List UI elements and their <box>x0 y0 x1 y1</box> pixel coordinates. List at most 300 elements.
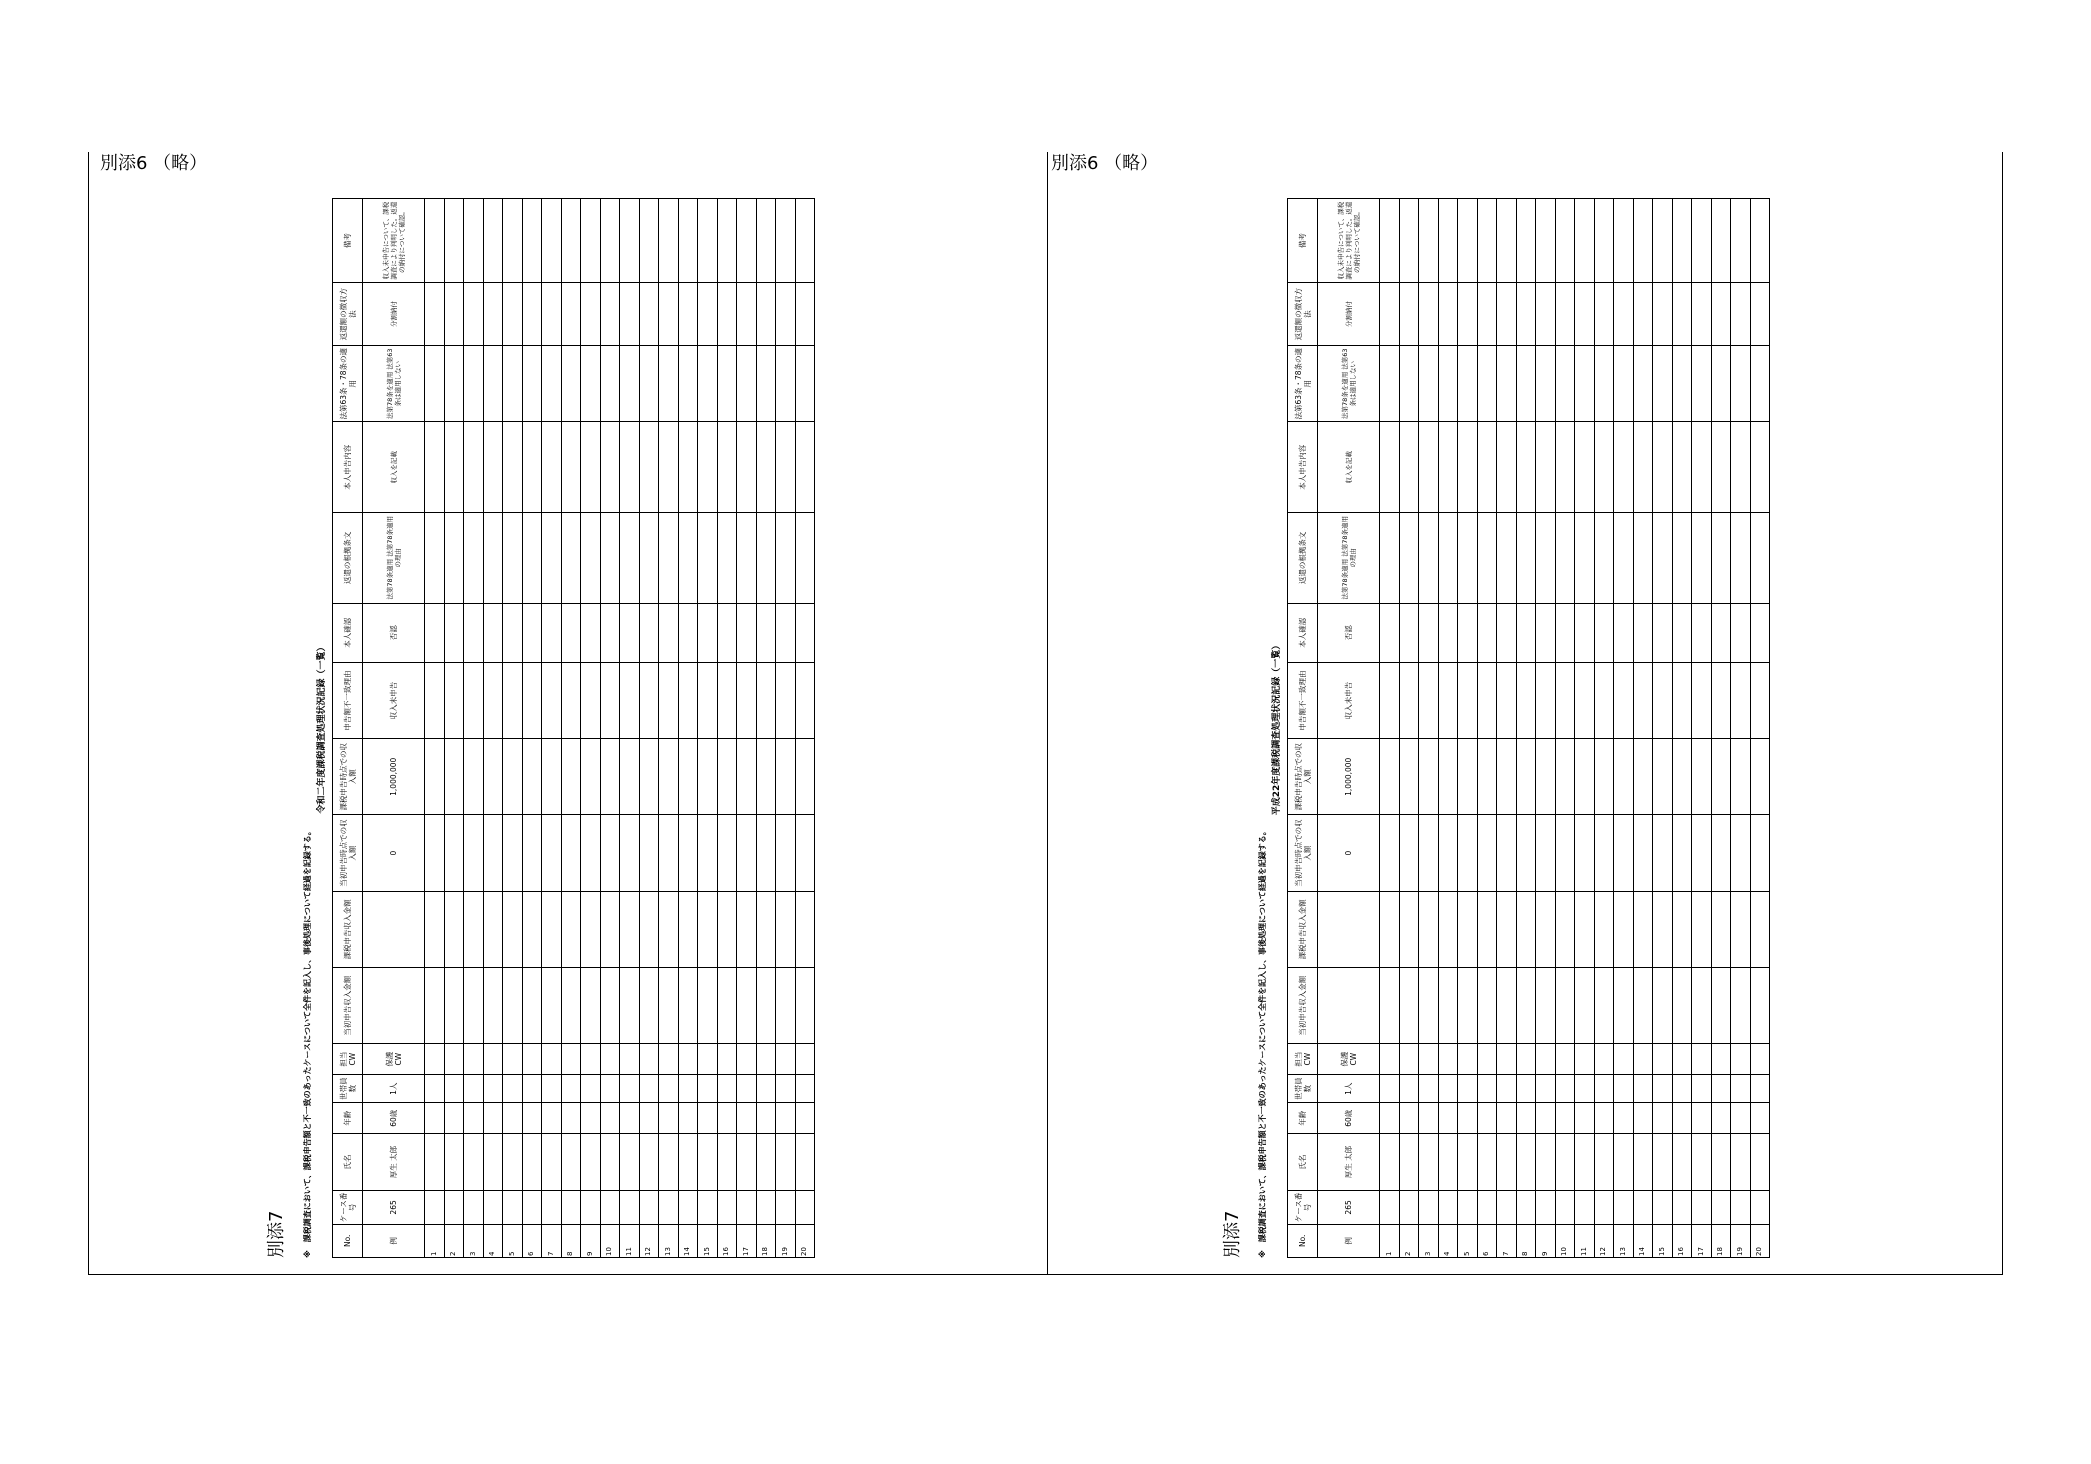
table-row <box>620 199 640 1258</box>
empty-cell <box>1594 283 1614 346</box>
empty-cell <box>444 283 464 346</box>
empty-cell <box>561 346 581 422</box>
empty-cell <box>678 815 698 891</box>
empty-cell <box>1438 513 1458 604</box>
empty-cell <box>1653 662 1673 738</box>
empty-cell <box>1477 513 1497 604</box>
empty-cell <box>1497 283 1517 346</box>
empty-cell <box>1672 603 1692 662</box>
empty-cell <box>1419 513 1439 604</box>
empty-cell <box>1380 968 1400 1044</box>
example-cell: 0 <box>363 815 425 891</box>
empty-cell <box>795 815 815 891</box>
empty-cell <box>1458 968 1478 1044</box>
empty-cell <box>698 283 718 346</box>
empty-cell <box>795 346 815 422</box>
empty-cell <box>542 662 562 738</box>
empty-cell <box>1614 199 1634 283</box>
empty-cell <box>464 1044 484 1075</box>
empty-cell <box>1497 1074 1517 1103</box>
empty-cell <box>503 346 523 422</box>
empty-cell <box>1477 739 1497 815</box>
empty-cell <box>620 283 640 346</box>
empty-cell <box>1497 603 1517 662</box>
empty-cell <box>542 199 562 283</box>
empty-cell <box>561 603 581 662</box>
empty-cell <box>620 1044 640 1075</box>
empty-cell <box>1692 968 1712 1044</box>
empty-cell <box>542 1191 562 1224</box>
empty-cell <box>1555 283 1575 346</box>
row-number: 4 <box>1438 1224 1458 1257</box>
column-header: 課税申告収入金額 <box>1288 891 1318 967</box>
row-number: 13 <box>1614 1224 1634 1257</box>
empty-cell <box>522 815 542 891</box>
empty-cell <box>522 1133 542 1190</box>
table-row <box>1731 199 1751 1258</box>
column-header: 備考 <box>1288 199 1318 283</box>
form-title: 平成22年度課税調査処理状況記録（一覧） <box>1272 640 1282 816</box>
empty-cell <box>522 891 542 967</box>
example-cell: 60歳 <box>1318 1103 1380 1134</box>
empty-cell <box>1477 662 1497 738</box>
empty-cell <box>1419 739 1439 815</box>
empty-cell <box>678 422 698 513</box>
empty-cell <box>1399 1074 1419 1103</box>
empty-cell <box>678 968 698 1044</box>
column-header: 法第63条・78条の適用 <box>1288 346 1318 422</box>
example-row <box>1318 199 1380 1258</box>
empty-cell <box>464 1103 484 1134</box>
empty-cell <box>503 513 523 604</box>
empty-cell <box>483 1191 503 1224</box>
table-row <box>483 199 503 1258</box>
empty-cell <box>1458 662 1478 738</box>
empty-cell <box>1438 1133 1458 1190</box>
empty-cell <box>776 891 796 967</box>
empty-cell <box>581 1191 601 1224</box>
column-header: 本人確認 <box>333 603 363 662</box>
empty-cell <box>795 283 815 346</box>
empty-cell <box>522 739 542 815</box>
empty-cell <box>503 815 523 891</box>
empty-cell <box>444 968 464 1044</box>
empty-cell <box>1731 739 1751 815</box>
table-row <box>1497 199 1517 1258</box>
empty-cell <box>425 739 445 815</box>
empty-cell <box>483 739 503 815</box>
empty-cell <box>1458 422 1478 513</box>
table-row <box>444 199 464 1258</box>
empty-cell <box>795 968 815 1044</box>
empty-cell <box>1380 1191 1400 1224</box>
empty-cell <box>1653 603 1673 662</box>
empty-cell <box>698 1074 718 1103</box>
example-cell: 収入未申告について、課税調査により判明した。返還の納付について確認。 <box>363 199 425 283</box>
empty-cell <box>1419 199 1439 283</box>
empty-cell <box>1399 968 1419 1044</box>
empty-cell <box>1380 739 1400 815</box>
empty-cell <box>581 968 601 1044</box>
left-form <box>302 198 814 1258</box>
empty-cell <box>698 739 718 815</box>
empty-cell <box>1614 1044 1634 1075</box>
empty-cell <box>542 513 562 604</box>
empty-cell <box>1458 603 1478 662</box>
empty-cell <box>1672 662 1692 738</box>
column-header: No. <box>333 1224 363 1257</box>
empty-cell <box>561 891 581 967</box>
row-number: 12 <box>639 1224 659 1257</box>
right-annex7-label: 別添7 <box>1222 1210 1243 1258</box>
empty-cell <box>600 815 620 891</box>
empty-cell <box>1731 1074 1751 1103</box>
empty-cell <box>620 891 640 967</box>
empty-cell <box>698 968 718 1044</box>
empty-cell <box>1477 1191 1497 1224</box>
form-title: 令和二年度課税調査処理状況記録（一覧） <box>317 642 327 814</box>
empty-cell <box>581 815 601 891</box>
right-annex6-label: 別添6 （略） <box>1051 153 1159 174</box>
empty-cell <box>1614 283 1634 346</box>
empty-cell <box>1731 1103 1751 1134</box>
row-number: 5 <box>503 1224 523 1257</box>
column-header: 当初申告時点での収入額 <box>1288 815 1318 891</box>
empty-cell <box>522 422 542 513</box>
empty-cell <box>620 422 640 513</box>
empty-cell <box>620 662 640 738</box>
empty-cell <box>444 662 464 738</box>
empty-cell <box>425 199 445 283</box>
empty-cell <box>776 815 796 891</box>
empty-cell <box>1575 1074 1595 1103</box>
empty-cell <box>1614 1103 1634 1134</box>
column-header: 当初申告収入金額 <box>333 968 363 1044</box>
empty-cell <box>1692 739 1712 815</box>
empty-cell <box>444 422 464 513</box>
empty-cell <box>1750 603 1770 662</box>
empty-cell <box>639 891 659 967</box>
empty-cell <box>1536 422 1556 513</box>
empty-cell <box>1536 283 1556 346</box>
empty-cell <box>1750 346 1770 422</box>
empty-cell <box>678 891 698 967</box>
empty-cell <box>425 815 445 891</box>
empty-cell <box>464 1133 484 1190</box>
empty-cell <box>620 346 640 422</box>
row-number: 10 <box>600 1224 620 1257</box>
empty-cell <box>1711 603 1731 662</box>
empty-cell <box>1653 1133 1673 1190</box>
empty-cell <box>1672 739 1692 815</box>
empty-cell <box>444 346 464 422</box>
empty-cell <box>483 662 503 738</box>
empty-cell <box>542 1133 562 1190</box>
empty-cell <box>425 1103 445 1134</box>
row-number: 8 <box>561 1224 581 1257</box>
empty-cell <box>1672 815 1692 891</box>
empty-cell <box>1458 739 1478 815</box>
empty-cell <box>776 1074 796 1103</box>
empty-cell <box>620 1103 640 1134</box>
empty-cell <box>620 815 640 891</box>
example-cell: 1,000,000 <box>363 739 425 815</box>
empty-cell <box>1516 1191 1536 1224</box>
empty-cell <box>542 891 562 967</box>
empty-cell <box>1555 1044 1575 1075</box>
empty-cell <box>542 603 562 662</box>
empty-cell <box>561 1133 581 1190</box>
empty-cell <box>776 422 796 513</box>
empty-cell <box>503 891 523 967</box>
empty-cell <box>1438 968 1458 1044</box>
empty-cell <box>1555 1133 1575 1190</box>
empty-cell <box>1692 1074 1712 1103</box>
empty-cell <box>425 662 445 738</box>
empty-cell <box>717 603 737 662</box>
empty-cell <box>1653 815 1673 891</box>
example-cell: 265 <box>363 1191 425 1224</box>
empty-cell <box>1380 346 1400 422</box>
column-header: 世帯員数 <box>1288 1074 1318 1103</box>
empty-cell <box>561 1191 581 1224</box>
empty-cell <box>776 283 796 346</box>
empty-cell <box>795 1103 815 1134</box>
empty-cell <box>1711 662 1731 738</box>
empty-cell <box>503 283 523 346</box>
empty-cell <box>1692 283 1712 346</box>
empty-cell <box>1614 815 1634 891</box>
empty-cell <box>1750 662 1770 738</box>
empty-cell <box>1419 1044 1439 1075</box>
empty-cell <box>659 662 679 738</box>
empty-cell <box>1497 968 1517 1044</box>
empty-cell <box>1458 1133 1478 1190</box>
empty-cell <box>620 603 640 662</box>
empty-cell <box>1672 422 1692 513</box>
empty-cell <box>522 199 542 283</box>
empty-cell <box>795 603 815 662</box>
empty-cell <box>620 1133 640 1190</box>
empty-cell <box>756 346 776 422</box>
row-number: 18 <box>1711 1224 1731 1257</box>
empty-cell <box>600 603 620 662</box>
empty-cell <box>678 1074 698 1103</box>
empty-cell <box>444 1191 464 1224</box>
row-number: 7 <box>1497 1224 1517 1257</box>
empty-cell <box>717 739 737 815</box>
empty-cell <box>1516 815 1536 891</box>
empty-cell <box>464 422 484 513</box>
empty-cell <box>776 199 796 283</box>
empty-cell <box>1575 422 1595 513</box>
empty-cell <box>425 891 445 967</box>
empty-cell <box>600 891 620 967</box>
row-number: 15 <box>698 1224 718 1257</box>
empty-cell <box>464 891 484 967</box>
example-cell: 収入を記載 <box>1318 422 1380 513</box>
empty-cell <box>659 1074 679 1103</box>
empty-cell <box>698 815 718 891</box>
empty-cell <box>659 1133 679 1190</box>
empty-cell <box>444 891 464 967</box>
empty-cell <box>1594 739 1614 815</box>
empty-cell <box>1497 422 1517 513</box>
empty-cell <box>795 891 815 967</box>
empty-cell <box>756 1074 776 1103</box>
empty-cell <box>503 1044 523 1075</box>
empty-cell <box>1731 662 1751 738</box>
row-number: 5 <box>1458 1224 1478 1257</box>
empty-cell <box>483 422 503 513</box>
empty-cell <box>659 283 679 346</box>
empty-cell <box>1536 739 1556 815</box>
empty-cell <box>1458 815 1478 891</box>
empty-cell <box>620 739 640 815</box>
empty-cell <box>1419 346 1439 422</box>
empty-cell <box>1516 199 1536 283</box>
empty-cell <box>1575 1103 1595 1134</box>
row-number: 2 <box>444 1224 464 1257</box>
record-table <box>332 198 815 1258</box>
empty-cell <box>1633 1044 1653 1075</box>
empty-cell <box>600 513 620 604</box>
empty-cell <box>483 346 503 422</box>
empty-cell <box>542 739 562 815</box>
form-note: ※ 課税調査において、課税申告額と不一致のあったケースについて全件を記入し、事後処理について経過を記録する。 <box>303 827 312 1258</box>
row-number: 13 <box>659 1224 679 1257</box>
empty-cell <box>639 513 659 604</box>
empty-cell <box>1399 422 1419 513</box>
empty-cell <box>698 1103 718 1134</box>
empty-cell <box>561 1074 581 1103</box>
empty-cell <box>1458 1191 1478 1224</box>
empty-cell <box>503 662 523 738</box>
empty-cell <box>1653 513 1673 604</box>
empty-cell <box>1614 1191 1634 1224</box>
empty-cell <box>1399 283 1419 346</box>
row-number: 11 <box>1575 1224 1595 1257</box>
empty-cell <box>542 283 562 346</box>
empty-cell <box>1731 1133 1751 1190</box>
empty-cell <box>503 1074 523 1103</box>
empty-cell <box>600 739 620 815</box>
empty-cell <box>1536 1074 1556 1103</box>
empty-cell <box>776 1103 796 1134</box>
column-header: 返還の根拠条文 <box>1288 513 1318 604</box>
empty-cell <box>600 1103 620 1134</box>
empty-cell <box>1419 1074 1439 1103</box>
empty-cell <box>639 1191 659 1224</box>
empty-cell <box>756 1191 776 1224</box>
empty-cell <box>483 1103 503 1134</box>
empty-cell <box>444 1133 464 1190</box>
table-row <box>1458 199 1478 1258</box>
empty-cell <box>1555 891 1575 967</box>
empty-cell <box>678 199 698 283</box>
empty-cell <box>522 1103 542 1134</box>
empty-cell <box>678 283 698 346</box>
empty-cell <box>600 346 620 422</box>
empty-cell <box>717 1044 737 1075</box>
row-number: 16 <box>1672 1224 1692 1257</box>
empty-cell <box>1516 283 1536 346</box>
empty-cell <box>678 1191 698 1224</box>
empty-cell <box>1536 1103 1556 1134</box>
row-number: 16 <box>717 1224 737 1257</box>
empty-cell <box>1731 199 1751 283</box>
empty-cell <box>717 1103 737 1134</box>
column-header: 本人申告内容 <box>333 422 363 513</box>
empty-cell <box>1672 1074 1692 1103</box>
empty-cell <box>639 283 659 346</box>
table-row <box>1419 199 1439 1258</box>
empty-cell <box>1653 199 1673 283</box>
empty-cell <box>620 1191 640 1224</box>
column-header: 返還額の徴収方法 <box>1288 283 1318 346</box>
empty-cell <box>639 1133 659 1190</box>
empty-cell <box>776 662 796 738</box>
empty-cell <box>1633 199 1653 283</box>
empty-cell <box>464 513 484 604</box>
empty-cell <box>1711 513 1731 604</box>
empty-cell <box>659 1103 679 1134</box>
column-header: 年齢 <box>333 1103 363 1134</box>
empty-cell <box>1458 1074 1478 1103</box>
empty-cell <box>698 1191 718 1224</box>
example-cell: 否認 <box>1318 603 1380 662</box>
empty-cell <box>795 1044 815 1075</box>
empty-cell <box>737 603 757 662</box>
empty-cell <box>1399 603 1419 662</box>
empty-cell <box>561 739 581 815</box>
empty-cell <box>1750 1103 1770 1134</box>
empty-cell <box>639 662 659 738</box>
table-row <box>1516 199 1536 1258</box>
table-row <box>659 199 679 1258</box>
empty-cell <box>1477 1074 1497 1103</box>
empty-cell <box>1438 1103 1458 1134</box>
empty-cell <box>795 739 815 815</box>
empty-cell <box>1438 891 1458 967</box>
empty-cell <box>561 662 581 738</box>
empty-cell <box>581 891 601 967</box>
table-row <box>522 199 542 1258</box>
empty-cell <box>1438 422 1458 513</box>
empty-cell <box>1594 1074 1614 1103</box>
empty-cell <box>1750 513 1770 604</box>
table-row <box>776 199 796 1258</box>
empty-cell <box>756 1133 776 1190</box>
empty-cell <box>698 346 718 422</box>
empty-cell <box>561 199 581 283</box>
empty-cell <box>639 1103 659 1134</box>
empty-cell <box>737 1191 757 1224</box>
empty-cell <box>620 199 640 283</box>
empty-cell <box>1536 603 1556 662</box>
empty-cell <box>1399 662 1419 738</box>
example-cell: 厚生 太郎 <box>1318 1133 1380 1190</box>
empty-cell <box>561 1044 581 1075</box>
column-header: 課税申告時点での収入額 <box>333 739 363 815</box>
empty-cell <box>678 603 698 662</box>
empty-cell <box>639 422 659 513</box>
empty-cell <box>581 1103 601 1134</box>
row-number: 19 <box>776 1224 796 1257</box>
empty-cell <box>1653 1044 1673 1075</box>
table-row <box>1672 199 1692 1258</box>
empty-cell <box>1750 1044 1770 1075</box>
